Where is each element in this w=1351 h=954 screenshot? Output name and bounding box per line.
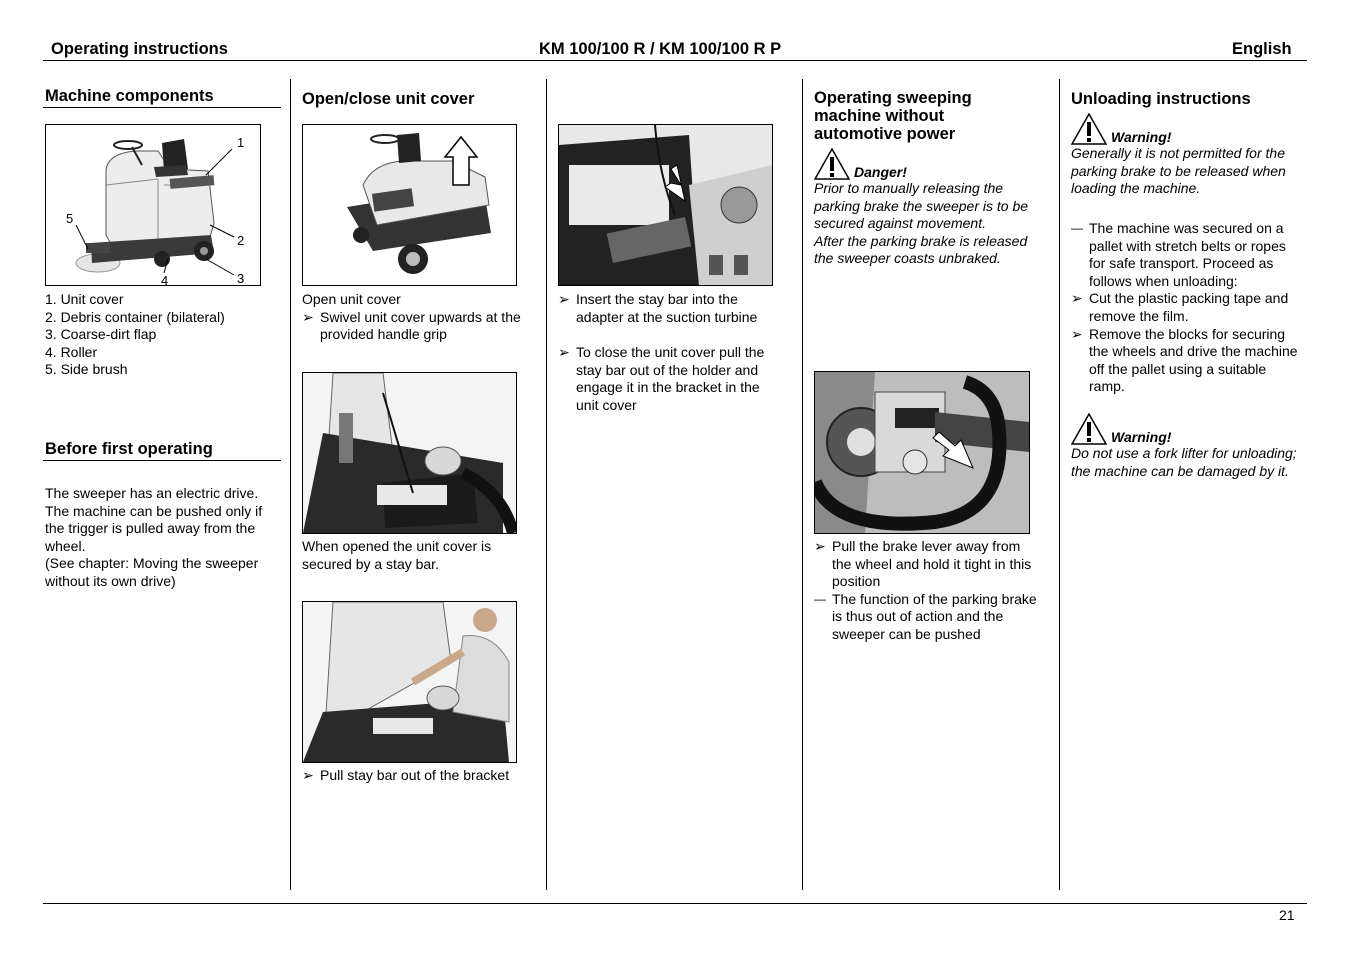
column-divider bbox=[546, 79, 547, 890]
list-item: 5. Side brush bbox=[45, 361, 128, 378]
column-divider bbox=[802, 79, 803, 890]
instruction-step: ➢ Remove the blocks for securing the wheels and drive the machine off the pallet using a suitable ramp. bbox=[1071, 325, 1298, 395]
list-item: 1. Unit cover bbox=[45, 291, 124, 307]
warning-notice bbox=[1071, 413, 1307, 480]
section-title-unloading: Unloading instructions bbox=[1071, 90, 1251, 108]
pull-stay-bar-step: ➢ Pull stay bar out of the bracket bbox=[302, 767, 510, 783]
page-number: 21 bbox=[1279, 907, 1295, 923]
dash-marker: — bbox=[1071, 221, 1083, 235]
section-title-machine-components: Machine components bbox=[45, 87, 214, 105]
arrow-bullet-icon: ➢ bbox=[1071, 290, 1083, 307]
suction-turbine-figure bbox=[558, 124, 773, 286]
section-title-open-close-cover: Open/close unit cover bbox=[302, 90, 475, 108]
brake-release-steps bbox=[814, 538, 1050, 644]
callout-5: 5 bbox=[66, 211, 74, 226]
open-cover-figure bbox=[302, 124, 517, 286]
arrow-bullet-icon: ➢ bbox=[558, 291, 570, 307]
footer-rule bbox=[43, 903, 1307, 904]
danger-text: Prior to manually releasing the parking brake the sweeper is to be secured against movement. After the parking brake is released the sweeper coasts unbraked. bbox=[814, 180, 1029, 267]
list-item: 3. Coarse-dirt flap bbox=[45, 326, 157, 343]
arrow-bullet-icon: ➢ bbox=[302, 308, 314, 325]
warning-notice bbox=[1071, 113, 1307, 198]
header-title: Operating instructions bbox=[51, 40, 228, 58]
list-item: 4. Roller bbox=[45, 343, 98, 360]
result-note: — The function of the parking brake is thus out of action and the sweeper can be pushed bbox=[814, 590, 1037, 642]
caption: Open unit cover bbox=[302, 291, 401, 307]
open-cover-text bbox=[302, 291, 538, 344]
info-note: — The machine was secured on a pallet with stretch belts or ropes for safe transport. Proceed as follows when unloading: bbox=[1071, 220, 1286, 289]
header-rule bbox=[43, 60, 1307, 61]
callout-1: 1 bbox=[237, 135, 245, 150]
danger-label: Danger! bbox=[854, 164, 907, 180]
section-title-without-power: Operating sweeping machine without automotive power bbox=[814, 89, 972, 143]
warning-label: Warning! bbox=[1111, 129, 1172, 145]
section-title-before-first-operating: Before first operating bbox=[45, 440, 213, 458]
callout-2: 2 bbox=[237, 233, 245, 248]
warning-triangle-icon bbox=[1071, 113, 1107, 145]
warning-text: Generally it is not permitted for the parking brake to be released when loading the machine. bbox=[1071, 145, 1286, 197]
instruction-step: ➢ Cut the plastic packing tape and remove the film. bbox=[1071, 290, 1289, 324]
section-rule bbox=[43, 460, 281, 461]
callout-3: 3 bbox=[237, 271, 245, 286]
dash-marker: — bbox=[814, 591, 826, 606]
stay-bar-caption: When opened the unit cover is secured by a stay bar. bbox=[302, 538, 492, 572]
brake-lever-figure bbox=[814, 371, 1030, 534]
components-list bbox=[45, 291, 225, 379]
arrow-bullet-icon: ➢ bbox=[1071, 325, 1083, 342]
unloading-steps bbox=[1071, 220, 1307, 396]
stay-bar-figure bbox=[302, 372, 517, 534]
pull-stay-bar-figure bbox=[302, 601, 517, 763]
instruction-step: ➢ Pull the brake lever away from the wheel and hold it tight in this position bbox=[814, 538, 1032, 590]
list-item: 2. Debris container (bilateral) bbox=[45, 308, 225, 325]
column-divider bbox=[290, 79, 291, 890]
instruction-step: ➢ To close the unit cover pull the stay bar out of the holder and engage it in the bracket in the unit cover bbox=[558, 344, 765, 413]
arrow-bullet-icon: ➢ bbox=[558, 344, 570, 361]
danger-triangle-icon bbox=[814, 148, 850, 180]
arrow-bullet-icon: ➢ bbox=[302, 767, 314, 783]
before-operating-paragraph: The sweeper has an electric drive. The machine can be pushed only if the trigger is pulled away from the wheel. (See chapter: Moving the sweeper without its own drive) bbox=[45, 485, 263, 589]
header-language: English bbox=[1232, 40, 1292, 58]
column-divider bbox=[1059, 79, 1060, 890]
danger-notice bbox=[814, 148, 1050, 268]
header-model: KM 100/100 R / KM 100/100 R P bbox=[539, 40, 782, 58]
warning-triangle-icon bbox=[1071, 413, 1107, 445]
instruction-step: ➢ Insert the stay bar into the adapter at the suction turbine bbox=[558, 291, 758, 325]
arrow-bullet-icon: ➢ bbox=[814, 538, 826, 554]
machine-components-figure bbox=[45, 124, 261, 286]
col3-steps bbox=[558, 291, 794, 415]
instruction-step: ➢ Swivel unit cover upwards at the provided handle grip bbox=[302, 308, 521, 343]
warning-text: Do not use a fork lifter for unloading; the machine can be damaged by it. bbox=[1071, 445, 1297, 479]
callout-4: 4 bbox=[161, 273, 169, 286]
section-rule bbox=[43, 107, 281, 108]
warning-label: Warning! bbox=[1111, 429, 1172, 445]
